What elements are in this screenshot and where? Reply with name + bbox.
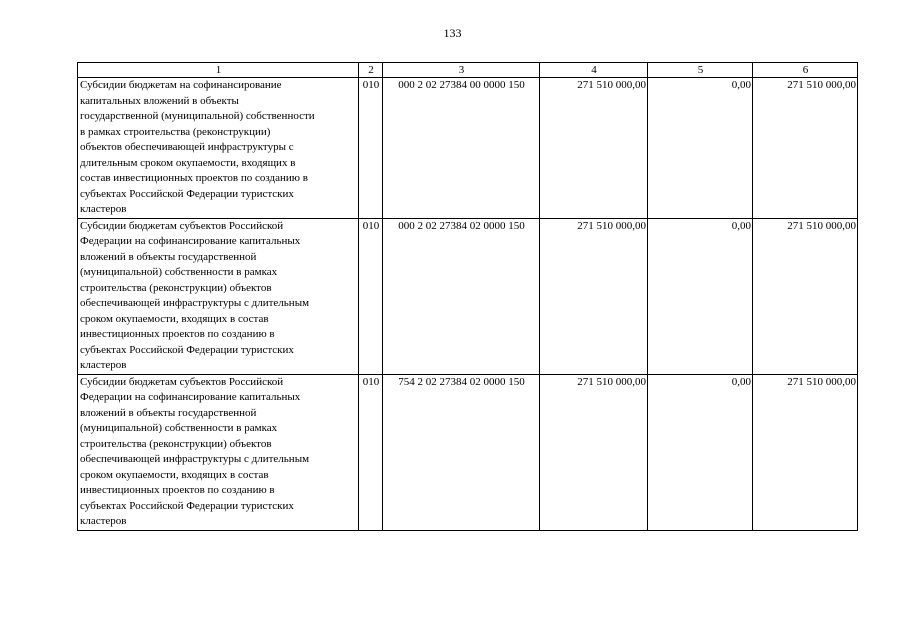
row-value-col4: 271 510 000,00 bbox=[540, 218, 648, 374]
row-budget-code: 000 2 02 27384 02 0000 150 bbox=[383, 218, 540, 374]
header-col-4: 4 bbox=[540, 63, 648, 78]
budget-table bbox=[77, 62, 858, 531]
table-row bbox=[78, 218, 858, 374]
row-value-col5: 0,00 bbox=[648, 78, 753, 219]
row-value-col5: 0,00 bbox=[648, 218, 753, 374]
header-col-3: 3 bbox=[383, 63, 540, 78]
row-value-col5: 0,00 bbox=[648, 374, 753, 530]
row-admin-code: 010 bbox=[359, 218, 383, 374]
row-value-col4: 271 510 000,00 bbox=[540, 78, 648, 219]
header-row bbox=[78, 63, 858, 78]
row-value-col6: 271 510 000,00 bbox=[753, 374, 858, 530]
page-number: 133 bbox=[443, 26, 462, 40]
row-value-col6: 271 510 000,00 bbox=[753, 218, 858, 374]
header-col-5: 5 bbox=[648, 63, 753, 78]
row-name: Субсидии бюджетам субъектов Российской Федерации на софинансирование капитальных вложений в объекты государственной (муниципальной) собственности в рамках строительства (реконструкции) объектов обеспечивающей инфраструктуры с длительным сроком окупаемости, входящих в состав инвестиционных проектов по созданию в субъектах Российской Федерации туристских кластеров bbox=[78, 218, 359, 374]
row-budget-code: 754 2 02 27384 02 0000 150 bbox=[383, 374, 540, 530]
row-value-col6: 271 510 000,00 bbox=[753, 78, 858, 219]
table-row bbox=[78, 374, 858, 530]
row-admin-code: 010 bbox=[359, 78, 383, 219]
header-col-6: 6 bbox=[753, 63, 858, 78]
row-value-col4: 271 510 000,00 bbox=[540, 374, 648, 530]
row-name: Субсидии бюджетам на софинансирование капитальных вложений в объекты государственной (муниципальной) собственности в рамках строительства (реконструкции) объектов обеспечивающей инфраструктуры с длительным сроком окупаемости, входящих в состав инвестиционных проектов по созданию в субъектах Российской Федерации туристских кластеров bbox=[78, 78, 359, 219]
table-row bbox=[78, 78, 858, 219]
table-header bbox=[78, 63, 858, 78]
header-col-1: 1 bbox=[78, 63, 359, 78]
row-budget-code: 000 2 02 27384 00 0000 150 bbox=[383, 78, 540, 219]
table-body bbox=[78, 78, 858, 531]
row-name: Субсидии бюджетам субъектов Российской Федерации на софинансирование капитальных вложений в объекты государственной (муниципальной) собственности в рамках строительства (реконструкции) объектов обеспечивающей инфраструктуры с длительным сроком окупаемости, входящих в состав инвестиционных проектов по созданию в субъектах Российской Федерации туристских кластеров bbox=[78, 374, 359, 530]
header-col-2: 2 bbox=[359, 63, 383, 78]
row-admin-code: 010 bbox=[359, 374, 383, 530]
